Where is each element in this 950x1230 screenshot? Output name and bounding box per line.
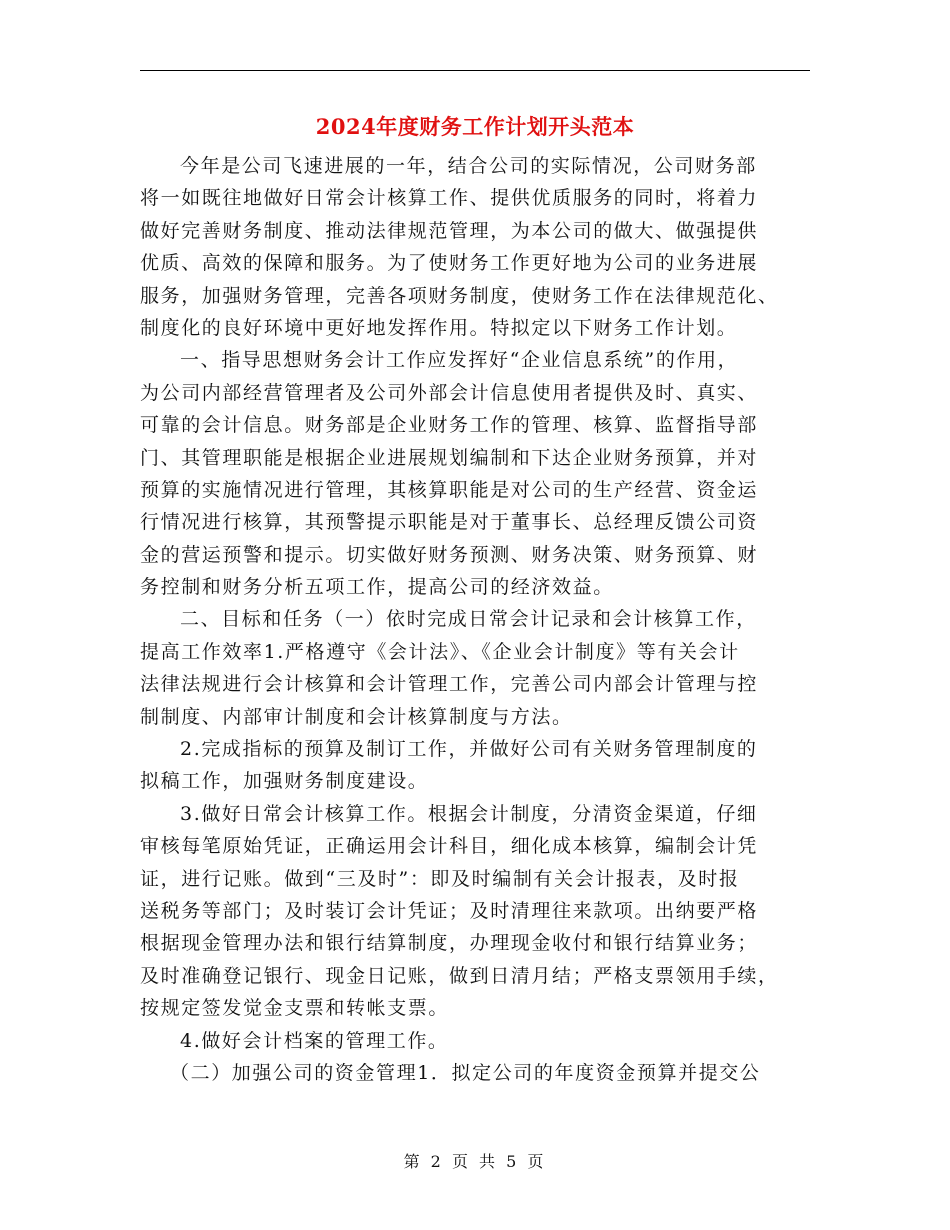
paragraph-line: （二）加强公司的资金管理1．拟定公司的年度资金预算并提交公 [170, 1061, 761, 1084]
paragraph-line: 将一如既往地做好日常会计核算工作、提供优质服务的同时，将着力 [140, 187, 759, 210]
paragraph-line: 二、目标和任务（一）依时完成日常会计记录和会计核算工作， [180, 608, 757, 631]
paragraph-line: 送税务等部门；及时装订会计凭证；及时清理往来款项。出纳要严格 [140, 899, 759, 922]
header-rule [140, 70, 810, 71]
paragraph-line: 门、其管理职能是根据企业进展规划编制和下达企业财务预算，并对 [140, 446, 759, 469]
paragraph-line: 务控制和财务分析五项工作，提高公司的经济效益。 [140, 576, 614, 599]
paragraph-line: 审核每笔原始凭证，正确运用会计科目，细化成本核算，编制会计凭 [140, 835, 759, 858]
paragraph-line: 金的营运预警和提示。切实做好财务预测、财务决策、财务预算、财 [140, 543, 759, 566]
paragraph-line: 及时准确登记银行、现金日记账，做到日清月结；严格支票领用手续， [140, 964, 779, 987]
paragraph-line: 证，进行记账。做到“三及时”：即及时编制有关会计报表，及时报 [140, 867, 740, 890]
paragraph-line: 提高工作效率1.严格遵守《会计法》、《企业会计制度》等有关会计 [140, 640, 740, 663]
paragraph-line: 3.做好日常会计核算工作。根据会计制度，分清资金渠道，仔细 [180, 802, 758, 825]
document-title: 2024年度财务工作计划开头范本 [315, 114, 635, 139]
page-number-footer: 第 2 页 共 5 页 [403, 1152, 547, 1171]
paragraph-line: 制度化的良好环境中更好地发挥作用。特拟定以下财务工作计划。 [140, 316, 738, 339]
paragraph-line: 做好完善财务制度、推动法律规范管理，为本公司的做大、做强提供 [140, 219, 759, 242]
document-body [140, 150, 810, 1089]
paragraph-line: 一、指导思想财务会计工作应发挥好“企业信息系统”的作用， [180, 349, 739, 372]
paragraph-line: 行情况进行核算，其预警提示职能是对于董事长、总经理反馈公司资 [140, 511, 759, 534]
paragraph-line: 可靠的会计信息。财务部是企业财务工作的管理、核算、监督指导部 [140, 414, 759, 437]
paragraph-line: 今年是公司飞速进展的一年，结合公司的实际情况，公司财务部 [180, 155, 757, 177]
paragraph-line: 拟稿工作，加强财务制度建设。 [140, 770, 429, 793]
paragraph-line: 根据现金管理办法和银行结算制度，办理现金收付和银行结算业务； [140, 932, 759, 955]
paragraph-line: 2.完成指标的预算及制订工作，并做好公司有关财务管理制度的 [180, 738, 758, 761]
paragraph-line: 按规定签发觉金支票和转帐支票。 [140, 997, 450, 1020]
paragraph-line: 为公司内部经营管理者及公司外部会计信息使用者提供及时、真实、 [140, 381, 759, 404]
paragraph-line: 优质、高效的保障和服务。为了使财务工作更好地为公司的业务进展 [140, 252, 759, 275]
paragraph-line: 4.做好会计档案的管理工作。 [180, 1029, 449, 1052]
paragraph-line: 法律法规进行会计核算和会计管理工作，完善公司内部会计管理与控 [140, 673, 759, 696]
paragraph-line: 预算的实施情况进行管理，其核算职能是对公司的生产经营、资金运 [140, 478, 759, 501]
paragraph-line: 服务，加强财务管理，完善各项财务制度，使财务工作在法律规范化、 [140, 284, 779, 307]
paragraph-line: 制制度、内部审计制度和会计核算制度与方法。 [140, 705, 573, 728]
